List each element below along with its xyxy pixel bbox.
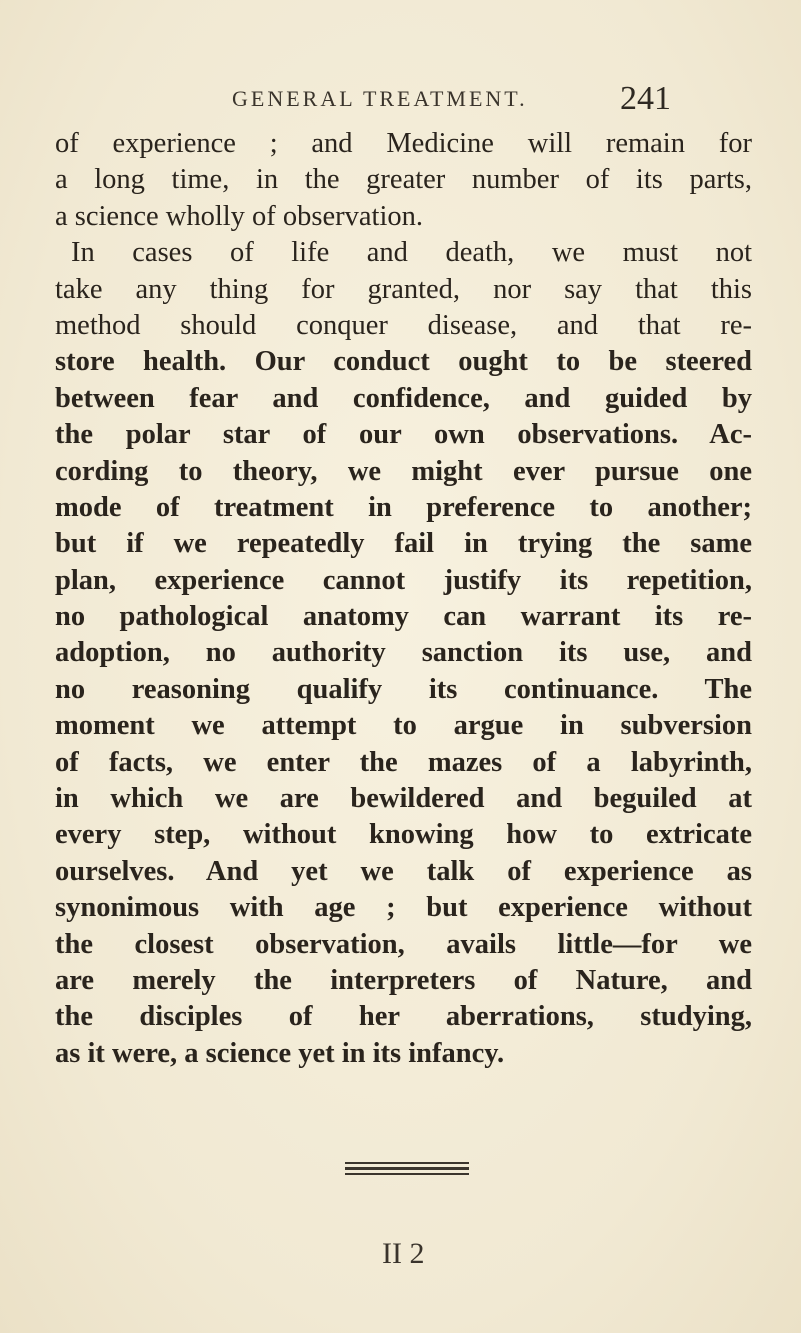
text-line: are merely the interpreters of Nature, and bbox=[55, 964, 752, 996]
text-line: synonimous with age ; but experience without bbox=[55, 892, 752, 924]
text-line: the polar star of our own observations. Ac- bbox=[55, 419, 752, 451]
text-line: a long time, in the greater number of its parts, bbox=[55, 164, 752, 196]
text-line: mode of treatment in preference to another; bbox=[55, 491, 752, 523]
rule-line bbox=[345, 1162, 469, 1164]
body-text bbox=[55, 126, 752, 1072]
rule-line bbox=[345, 1173, 469, 1175]
text-line: of experience ; and Medicine will remain for bbox=[55, 128, 752, 159]
signature-mark: II 2 bbox=[382, 1237, 425, 1270]
text-line: a science wholly of observation. bbox=[55, 200, 424, 232]
text-line: of facts, we enter the mazes of a labyrinth, bbox=[55, 746, 752, 778]
text-line: no reasoning qualify its continuance. The bbox=[55, 673, 752, 705]
rule-line bbox=[345, 1167, 469, 1170]
text-line: store health. Our conduct ought to be steered bbox=[55, 346, 752, 378]
text-line: ourselves. And yet we talk of experience as bbox=[55, 855, 752, 887]
text-line: as it were, a science yet in its infancy. bbox=[55, 1037, 505, 1069]
text-line: the closest observation, avails little—for we bbox=[55, 928, 752, 960]
text-line: method should conquer disease, and that re- bbox=[55, 309, 752, 341]
text-line: cording to theory, we might ever pursue one bbox=[55, 455, 752, 487]
page-number: 241 bbox=[620, 80, 671, 117]
text-line: plan, experience cannot justify its repetition, bbox=[55, 564, 752, 596]
text-line: moment we attempt to argue in subversion bbox=[55, 710, 752, 742]
text-line: take any thing for granted, nor say that this bbox=[55, 273, 752, 305]
page-header bbox=[0, 80, 801, 120]
running-title: GENERAL TREATMENT. bbox=[232, 86, 528, 111]
text-line: adoption, no authority sanction its use, and bbox=[55, 637, 752, 669]
text-line: in which we are bewildered and beguiled at bbox=[55, 783, 752, 815]
text-line: between fear and confidence, and guided by bbox=[55, 382, 752, 414]
text-line: In cases of life and death, we must not bbox=[71, 237, 752, 269]
text-line: the disciples of her aberrations, studying, bbox=[55, 1001, 752, 1033]
section-end-rule bbox=[345, 1162, 469, 1178]
text-line: every step, without knowing how to extricate bbox=[55, 819, 752, 851]
text-line: no pathological anatomy can warrant its re- bbox=[55, 601, 752, 633]
text-line: but if we repeatedly fail in trying the same bbox=[55, 528, 752, 560]
